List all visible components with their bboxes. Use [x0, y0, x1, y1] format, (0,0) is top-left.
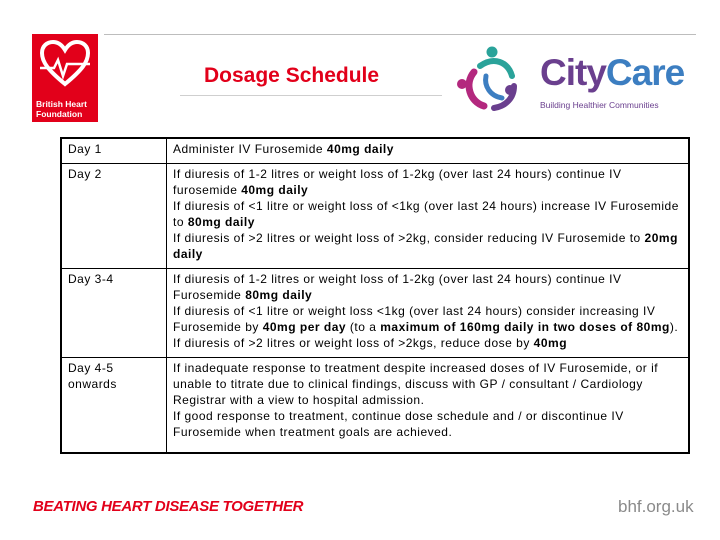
instruction-cell: [167, 164, 690, 269]
instruction-line: [173, 287, 682, 303]
instruction-cell: [167, 358, 690, 453]
instruction-line: [173, 214, 682, 230]
instruction-text: to: [173, 215, 188, 229]
instruction-text: ).: [669, 320, 679, 334]
instruction-line: [173, 303, 682, 319]
instruction-line: [173, 392, 682, 408]
day-cell: Day 3-4: [61, 269, 167, 358]
instruction-text: If good response to treatment, continue dose schedule and / or discontinue IV: [173, 409, 624, 423]
citycare-tagline: Building Healthier Communities: [540, 100, 659, 110]
instruction-text: Registrar with a view to hospital admission.: [173, 393, 425, 407]
instruction-text: Furosemide when treatment goals are achieved.: [173, 425, 453, 439]
instruction-line: [173, 230, 682, 246]
dose-highlight: 80mg daily: [187, 215, 255, 229]
instruction-text: If diuresis of 1-2 litres or weight loss of 1-2kg (over last 24 hours) continue IV: [173, 167, 622, 181]
dose-highlight: 40mg: [533, 336, 568, 350]
day-cell: Day 4-5 onwards: [61, 358, 167, 453]
instruction-line: [173, 319, 682, 335]
bhf-logo: [32, 34, 98, 122]
instruction-cell: [167, 269, 690, 358]
dosage-table: [60, 137, 690, 454]
bhf-logo-name: British Heart Foundation: [36, 99, 88, 119]
dose-highlight: 40mg daily: [241, 183, 309, 197]
dose-highlight: 80mg daily: [245, 288, 313, 302]
footer-website[interactable]: bhf.org.uk: [618, 497, 694, 516]
instruction-line: [173, 166, 682, 182]
table-row: [61, 269, 689, 358]
instruction-line: [173, 376, 682, 392]
day-cell: Day 1: [61, 138, 167, 164]
footer-slogan: BEATING HEART DISEASE TOGETHER: [33, 498, 304, 515]
instruction-cell: [167, 138, 690, 164]
instruction-text: If diuresis of >2 litres or weight loss of >2kg, consider reducing IV Furosemide to: [173, 231, 645, 245]
instruction-text: unable to titrate due to clinical findings, discuss with GP / consultant / Cardiology: [173, 377, 643, 391]
instruction-text: If diuresis of <1 litre or weight loss <1kg (over last 24 hours) consider increasing IV: [173, 304, 656, 318]
instruction-line: [173, 182, 682, 198]
instruction-text: If inadequate response to treatment despite increased doses of IV Furosemide, or if: [173, 361, 659, 375]
dose-highlight: 40mg per day: [262, 320, 347, 334]
citycare-logo: [450, 46, 700, 118]
header-divider: [104, 34, 696, 35]
table-row: [61, 164, 689, 269]
citycare-wordmark: CityCare: [540, 52, 685, 93]
instruction-text: (to a: [346, 320, 381, 334]
instruction-line: [173, 335, 682, 351]
instruction-line: [173, 141, 682, 157]
title-divider: [180, 95, 442, 96]
instruction-text: Administer IV Furosemide: [173, 142, 327, 156]
instruction-line: [173, 360, 682, 376]
citycare-people-icon: [450, 46, 536, 118]
table-row: [61, 358, 689, 453]
dose-highlight: daily: [173, 247, 203, 261]
page-title: Dosage Schedule: [204, 64, 380, 87]
instruction-text: Furosemide by: [173, 320, 263, 334]
table-row: [61, 138, 689, 164]
instruction-line: [173, 246, 682, 262]
dose-highlight: 40mg daily: [326, 142, 394, 156]
instruction-line: [173, 271, 682, 287]
dose-highlight: maximum of 160mg daily in two doses of 80mg: [380, 320, 670, 334]
instruction-text: If diuresis of 1-2 litres or weight loss of 1-2kg (over last 24 hours) continue IV: [173, 272, 622, 286]
instruction-line: [173, 408, 682, 424]
dose-highlight: 20mg: [644, 231, 678, 245]
instruction-text: If diuresis of <1 litre or weight loss of <1kg (over last 24 hours) increase IV Furosemide: [173, 199, 679, 213]
instruction-line: [173, 198, 682, 214]
heart-icon: [38, 38, 92, 88]
day-cell: Day 2: [61, 164, 167, 269]
instruction-text: If diuresis of >2 litres or weight loss of >2kgs, reduce dose by: [173, 336, 534, 350]
instruction-line: [173, 424, 682, 440]
instruction-text: furosemide: [173, 183, 242, 197]
instruction-text: Furosemide: [173, 288, 246, 302]
